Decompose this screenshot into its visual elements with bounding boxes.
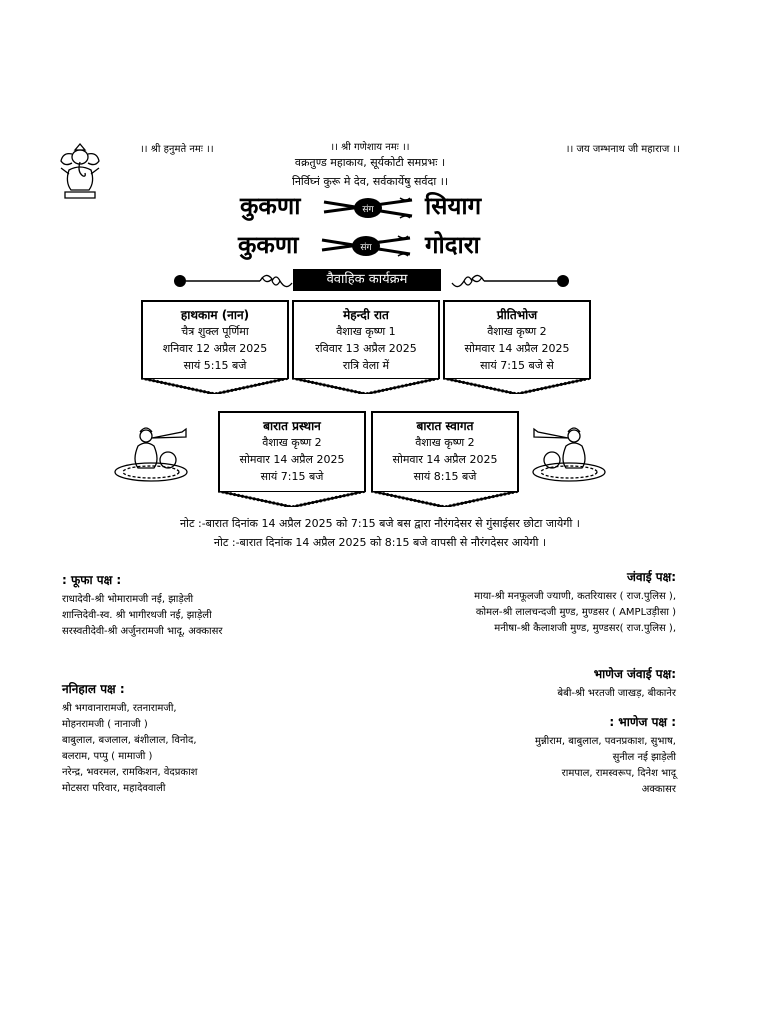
event-banner-haathkam xyxy=(141,300,289,378)
shehnai-emblem-icon-2 xyxy=(320,232,412,262)
event-date-hindu: वैशाख कृष्ण 2 xyxy=(415,436,475,449)
banner-fringe xyxy=(292,378,440,394)
event-date: रविवार 13 अप्रैल 2025 xyxy=(315,342,417,355)
nanihal-paksh-line: बाबुलाल, बजलाल, बंशीलाल, विनोद, xyxy=(62,735,197,746)
bhanej-paksh-section xyxy=(376,714,676,798)
emblem-text: संग xyxy=(362,205,374,215)
bhanej-paksh-line: अक्कासर xyxy=(641,784,676,795)
nanihal-paksh-line: मोहनरामजी ( नानाजी ) xyxy=(62,719,148,730)
banner-fringe xyxy=(443,378,591,394)
jawai-paksh-line: माया-श्री मनफूलजी ज्याणी, कतरियासर ( राज.पुलिस ), xyxy=(474,591,676,602)
event-date: शनिवार 12 अप्रैल 2025 xyxy=(162,342,268,355)
shehnai-player-icon-2 xyxy=(530,422,608,484)
fufa-paksh-heading: : फूफा पक्ष : xyxy=(62,573,122,587)
bhanej-jawai-paksh-heading: भाणेज जंवाई पक्ष: xyxy=(593,667,676,681)
nanihal-paksh-line: श्री भगवानारामजी, रतनारामजी, xyxy=(62,703,177,714)
banner-fringe xyxy=(141,378,289,394)
jambhnath-invocation: ।। जय जम्भनाथ जी महाराज ।। xyxy=(565,144,680,155)
bhanej-jawai-paksh-line: बेबी-श्री भरतजी जाखड़, बीकानेर xyxy=(557,688,676,699)
nanihal-paksh-section xyxy=(62,681,197,797)
shehnai-player-icon xyxy=(112,422,190,484)
banner-fringe xyxy=(371,491,519,507)
event-time: रात्रि वेला में xyxy=(342,359,390,372)
nanihal-paksh-line: नरेन्द्र, भवरमल, रामकिशन, वेदप्रकाश xyxy=(62,767,198,778)
jawai-paksh-heading: जंवाई पक्ष: xyxy=(627,570,676,584)
nanihal-paksh-heading: ननिहाल पक्ष : xyxy=(62,682,125,696)
groom-gotra-name: सियाग xyxy=(425,191,482,220)
shloka-line-2: निर्विघ्नं कुरू मे देव, सर्वकार्येषु सर्वदा ।। xyxy=(291,175,449,188)
bhanej-paksh-heading: : भाणेज पक्ष : xyxy=(609,715,676,729)
event-banner-barat-prasthan xyxy=(218,411,366,491)
jawai-paksh-line: मनीषा-श्री कैलाशजी मुण्ड, मुण्डसर( राज.पुलिस ), xyxy=(494,623,676,634)
bhanej-paksh-line: सुनील नई झाड़ेली xyxy=(612,752,676,763)
bride-gotra-name: गोदारा xyxy=(425,230,480,259)
note-1: नोट :-बारात दिनांक 14 अप्रैल 2025 को 7:15 बजे बस द्वारा नौरंगदेसर से गुंसाईसर छोटा जायेगी । xyxy=(180,517,580,530)
event-date: सोमवार 14 अप्रैल 2025 xyxy=(464,342,570,355)
event-banner-barat-swagat xyxy=(371,411,519,491)
nanihal-paksh-line: बलराम, पप्पु ( मामाजी ) xyxy=(62,751,153,762)
event-time: सायं 8:15 बजे xyxy=(413,470,477,483)
bhanej-paksh-line: रामपाल, रामस्वरूप, दिनेश भादू xyxy=(561,768,676,779)
banner-fringe xyxy=(218,491,366,507)
event-date: सोमवार 14 अप्रैल 2025 xyxy=(239,453,345,466)
event-date-hindu: चैत्र शुक्ल पूर्णिमा xyxy=(181,325,249,338)
event-date-hindu: वैशाख कृष्ण 1 xyxy=(336,325,396,338)
event-date-hindu: वैशाख कृष्ण 2 xyxy=(487,325,547,338)
event-banner-preetibhoj xyxy=(443,300,591,378)
event-title: बारात स्वागत xyxy=(416,419,474,433)
jawai-paksh-line: कोमल-श्री लालचन्दजी मुण्ड, मुण्डसर ( AMPLउड़ीसा ) xyxy=(475,607,676,618)
event-time: सायं 7:15 बजे xyxy=(260,470,324,483)
bhanej-jawai-paksh-section xyxy=(376,666,676,702)
fufa-paksh-line: शान्तिदेवी-स्व. श्री भागीरथजी नई, झाड़ेली xyxy=(62,610,212,621)
section-title: वैवाहिक कार्यक्रम xyxy=(293,269,441,291)
event-title: प्रीतिभोज xyxy=(496,308,538,322)
note-2: नोट :-बारात दिनांक 14 अप्रैल 2025 को 8:15 बजे वापसी से नौरंगदेसर आयेगी । xyxy=(213,536,547,549)
groom-family-name: कुकणा xyxy=(240,191,301,220)
ganesh-icon xyxy=(55,140,105,202)
emblem-text-2: संग xyxy=(360,243,372,253)
jawai-paksh-section xyxy=(376,569,676,637)
ganesh-invocation: ।। श्री गणेशाय नमः ।। xyxy=(330,142,410,153)
fufa-paksh-line: राधादेवी-श्री भोमारामजी नई, झाड़ेली xyxy=(62,594,194,605)
shehnai-emblem-icon xyxy=(322,194,414,224)
shloka-line-1: वक्रतुण्ड महाकाय, सूर्यकोटी समप्रभः । xyxy=(294,156,446,169)
event-time: सायं 5:15 बजे xyxy=(183,359,247,372)
hanuman-invocation: ।। श्री हनुमते नमः ।। xyxy=(140,144,214,155)
bhanej-paksh-line: मुन्नीराम, बाबुलाल, पवनप्रकाश, सुभाष, xyxy=(534,736,676,747)
event-time: सायं 7:15 बजे से xyxy=(480,359,554,372)
event-title: मेहन्दी रात xyxy=(343,308,389,322)
event-banner-mehandi xyxy=(292,300,440,378)
event-title: हाथकाम (नान) xyxy=(180,308,250,322)
event-date: सोमवार 14 अप्रैल 2025 xyxy=(392,453,498,466)
event-date-hindu: वैशाख कृष्ण 2 xyxy=(262,436,322,449)
fufa-paksh-line: सरस्वतीदेवी-श्री अर्जुनरामजी भादू, अक्कासर xyxy=(62,626,223,637)
nanihal-paksh-line: मोटसरा परिवार, महादेववाली xyxy=(62,783,166,794)
bride-family-name: कुकणा xyxy=(238,230,299,259)
event-title: बारात प्रस्थान xyxy=(263,419,321,433)
fufa-paksh-section xyxy=(62,572,222,640)
